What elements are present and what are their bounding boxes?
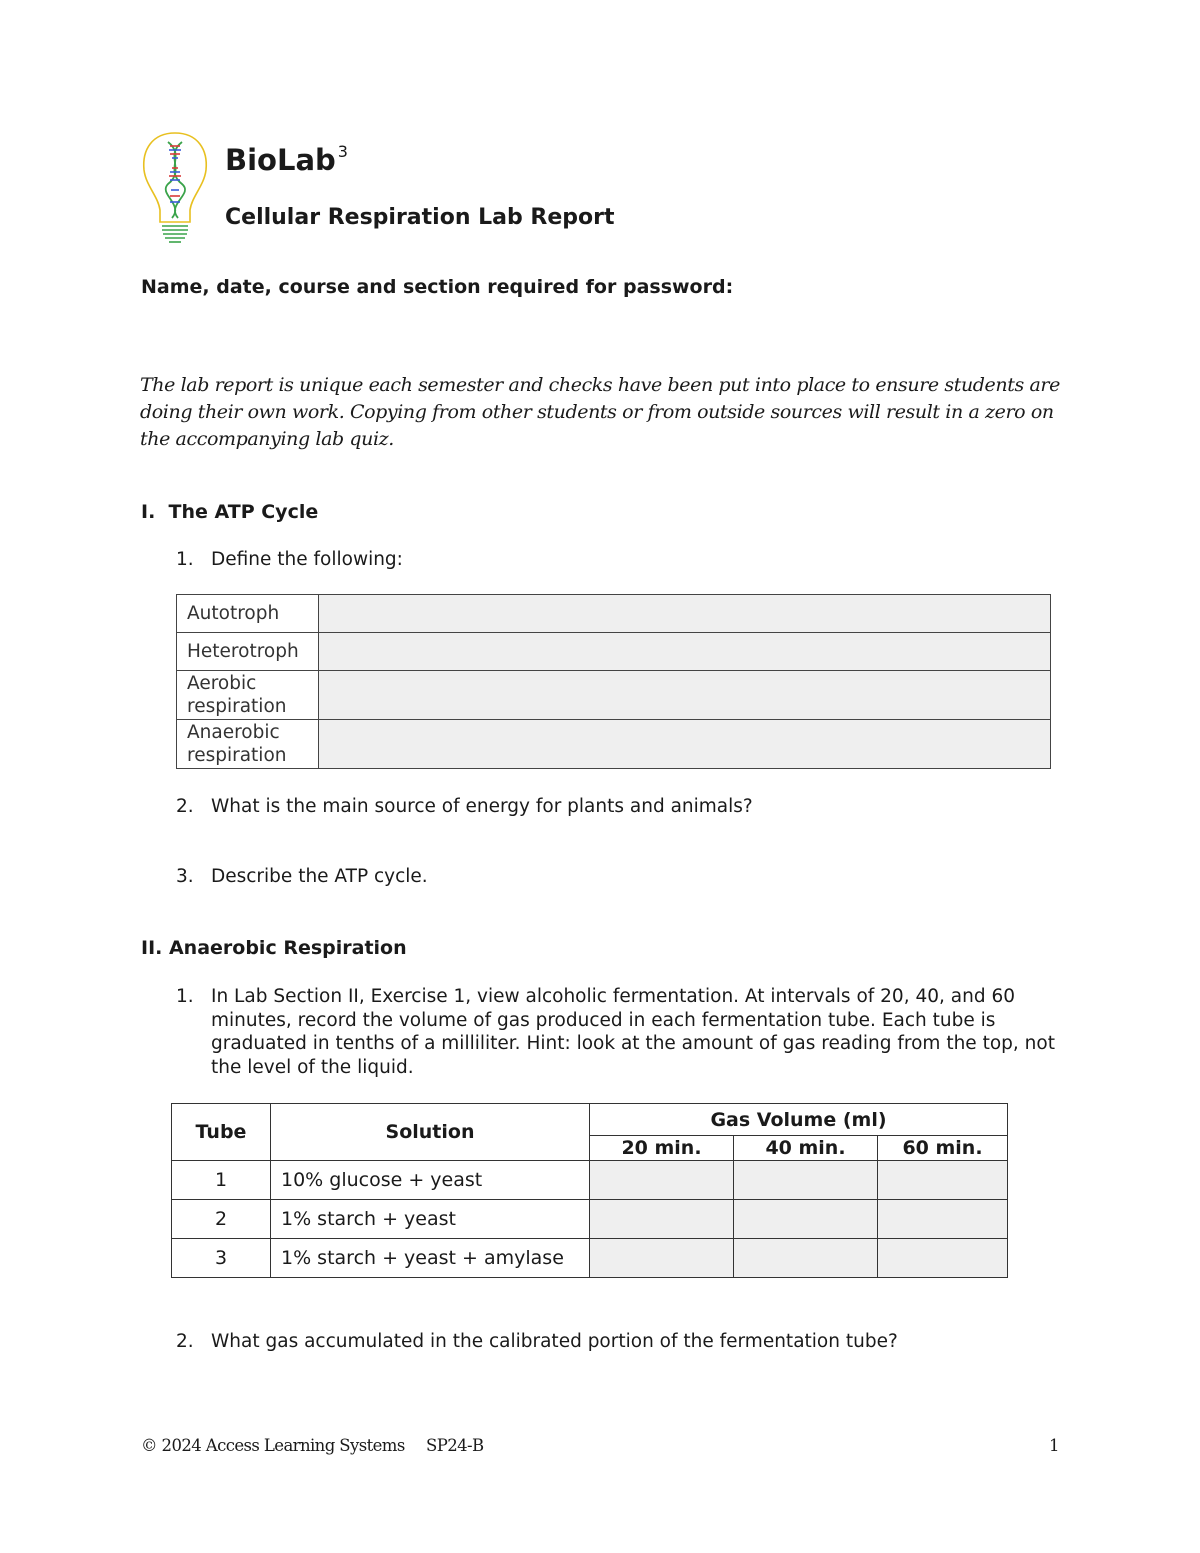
question-text: In Lab Section II, Exercise 1, view alcoholic fermentation. At intervals of 20, 40, and 60 minutes, record the volume of gas produced in each fermentation tube. Each tube is graduated in tenths of a milliliter. Hint: look at the amount of gas reading from the top, not the level of the liquid. (211, 986, 1055, 1078)
dna-lightbulb-icon (138, 130, 212, 248)
question-number: 3. (176, 866, 194, 887)
definition-row (177, 720, 1051, 769)
definition-term: Anaerobic respiration (177, 720, 319, 769)
definition-term: Aerobic respiration (177, 671, 319, 720)
column-header-40-min: 40 min. (734, 1136, 878, 1161)
gas-volume-input[interactable] (878, 1239, 1008, 1278)
tube-number: 2 (172, 1200, 271, 1239)
question-text: What is the main source of energy for plants and animals? (211, 796, 753, 817)
solution-cell: 10% glucose + yeast (271, 1161, 590, 1200)
column-header-20-min: 20 min. (590, 1136, 734, 1161)
solution-cell: 1% starch + yeast + amylase (271, 1239, 590, 1278)
table-header-row (172, 1104, 1008, 1136)
gas-volume-input[interactable] (590, 1200, 734, 1239)
gas-volume-input[interactable] (734, 1161, 878, 1200)
definition-term: Heterotroph (177, 633, 319, 671)
column-header-tube: Tube (172, 1104, 271, 1161)
solution-cell: 1% starch + yeast (271, 1200, 590, 1239)
tube-number: 1 (172, 1161, 271, 1200)
footer-copyright: © 2024 Access Learning Systems (141, 1436, 405, 1455)
brand-title (225, 142, 348, 177)
question-fermentation (176, 985, 1066, 1081)
gas-volume-table (171, 1103, 1008, 1278)
definition-answer-field[interactable] (319, 595, 1051, 633)
page-number: 1 (1049, 1436, 1059, 1455)
gas-volume-input[interactable] (734, 1200, 878, 1239)
definition-row (177, 633, 1051, 671)
section-heading-atp-cycle: I. The ATP Cycle (141, 501, 319, 523)
table-row (172, 1161, 1008, 1200)
definition-row (177, 595, 1051, 633)
brand-superscript: 3 (337, 142, 348, 161)
gas-volume-input[interactable] (590, 1161, 734, 1200)
question-number: 2. (176, 796, 194, 817)
column-header-60-min: 60 min. (878, 1136, 1008, 1161)
gas-volume-input[interactable] (878, 1200, 1008, 1239)
section-heading-anaerobic: II. Anaerobic Respiration (141, 937, 407, 959)
brand-name: BioLab (225, 143, 336, 177)
question-number: 1. (176, 986, 194, 1007)
definition-term: Autotroph (177, 595, 319, 633)
definition-answer-field[interactable] (319, 720, 1051, 769)
report-title: Cellular Respiration Lab Report (225, 205, 615, 230)
gas-volume-input[interactable] (878, 1161, 1008, 1200)
column-header-solution: Solution (271, 1104, 590, 1161)
definition-answer-field[interactable] (319, 671, 1051, 720)
question-text: Describe the ATP cycle. (211, 866, 428, 887)
tube-number: 3 (172, 1239, 271, 1278)
table-row (172, 1239, 1008, 1278)
password-instruction: Name, date, course and section required for password: (141, 276, 734, 298)
question-text: Define the following: (211, 549, 403, 570)
footer-code: SP24-B (426, 1436, 484, 1455)
gas-volume-input[interactable] (734, 1239, 878, 1278)
question-text: What gas accumulated in the calibrated portion of the fermentation tube? (211, 1331, 898, 1352)
definitions-table (176, 594, 1051, 769)
definition-answer-field[interactable] (319, 633, 1051, 671)
question-number: 1. (176, 549, 194, 570)
question-number: 2. (176, 1331, 194, 1352)
academic-integrity-notice: The lab report is unique each semester and checks have been put into place to ensure students are doing their own work. Copying from other students or from outside sources will result in a zero on the accompanying lab quiz. (140, 374, 1060, 450)
column-header-gas-volume: Gas Volume (ml) (590, 1104, 1008, 1136)
definition-row (177, 671, 1051, 720)
gas-volume-input[interactable] (590, 1239, 734, 1278)
table-row (172, 1200, 1008, 1239)
